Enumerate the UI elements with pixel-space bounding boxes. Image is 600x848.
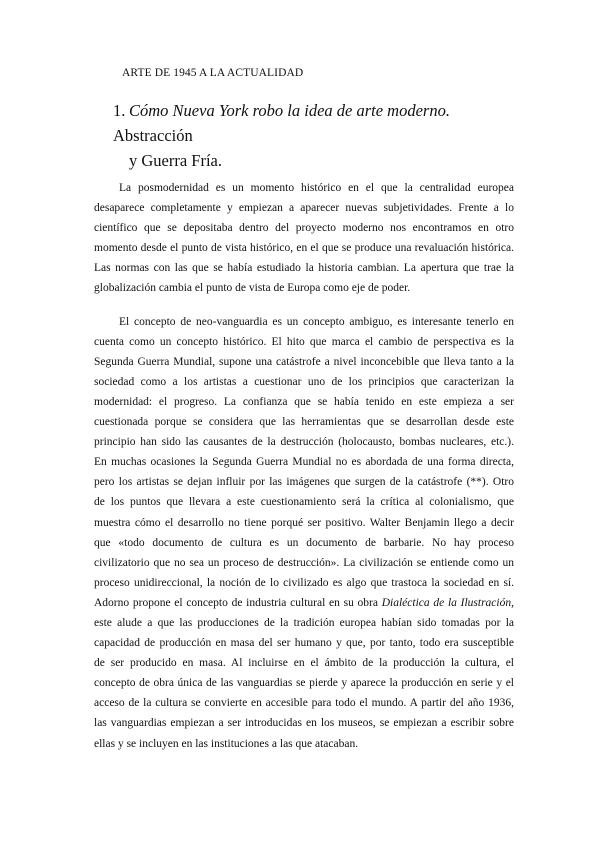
document-body — [94, 178, 514, 754]
paragraph-line: cuenta como un concepto histórico. El hito que marca el cambio de perspectiva es la — [94, 335, 514, 348]
paragraph-line: muestra cómo el desarrollo no tiene porqué ser positivo. Walter Benjamin llego a decir — [94, 516, 514, 529]
paragraph-line: las vanguardias empiezan a ser introducidas en los museos, se empiezan a escribir sobre — [94, 717, 514, 730]
paragraph-line: pero los artistas se dejan influir por las imágenes que surgen de la catástrofe (**). Otro — [94, 476, 514, 489]
book-title: Dialéctica de la Ilustración — [381, 596, 512, 609]
paragraph-line: que «todo documento de cultura es un documento de barbarie. No hay proceso — [94, 536, 514, 549]
paragraph-line: este alude a que las producciones de la tradición europea habían sido tomadas por la — [94, 616, 514, 629]
paragraph-line: civilizatorio que no sea un proceso de destrucción». La civilización se entiende como un — [94, 556, 514, 569]
paragraph-line-with-book-title — [94, 593, 514, 613]
paragraph-line: En muchas ocasiones la Segunda Guerra Mundial no es abordada de una forma directa, — [94, 456, 514, 469]
section-title-italic: Cómo Nueva York robo la idea de arte moderno. — [129, 101, 450, 120]
section-title — [113, 98, 513, 173]
paragraph-line: proceso unidireccional, la noción de lo civilizado es algo que trastoca la sociedad en sí. — [94, 576, 514, 589]
paragraph-line: capacidad de producción en masa del ser humano y que, por tanto, todo era susceptible — [94, 637, 514, 650]
paragraph-line: La posmodernidad es un momento histórico en el que la centralidad europea — [119, 182, 514, 194]
section-title-line2: y Guerra Fría. — [129, 151, 223, 170]
paragraph-line: concepto de obra única de las vanguardias se pierde y aparece la producción en serie y el — [94, 677, 514, 690]
paragraph-line: desaparece completamente y empiezan a aparecer nuevas subjetividades. Frente a lo — [94, 202, 514, 215]
paragraph-line: sociedad como a los artistas a cuestionar uno de los principios que caracterizan la — [94, 375, 514, 388]
paragraph-line: globalización cambia el punto de vista de Europa como eje de poder. — [94, 282, 411, 295]
paragraph-line: modernidad: el progreso. La confianza que se había tenido en este empieza a ser — [94, 395, 514, 408]
paragraph-punct: , — [511, 596, 514, 609]
paragraph-2 — [94, 312, 514, 754]
paragraph-line: El concepto de neo-vanguardia es un concepto ambiguo, es interesante tenerlo en — [119, 315, 514, 328]
paragraph-1 — [94, 178, 514, 299]
paragraph-line: acceso de la cultura se convierte en accesible para todo el mundo. A partir del año 1936, — [94, 697, 514, 710]
paragraph-line: ellas y se incluyen en las instituciones a las que atacaban. — [94, 737, 359, 750]
paragraph-line: de los puntos que llevara a este cuestionamiento será la crítica al colonialismo, que — [94, 496, 514, 509]
paragraph-line: Segunda Guerra Mundial, supone una catástrofe a nivel inconcebible que lleva tanto a la — [94, 355, 514, 368]
document-header: ARTE DE 1945 A LA ACTUALIDAD — [122, 67, 304, 79]
paragraph-line: científico que se depositaba dentro del proyecto moderno nos encontramos en otro — [94, 222, 514, 235]
section-title-rest: Abstracción — [113, 126, 193, 145]
paragraph-line: Las normas con las que se había estudiado la historia cambian. La apertura que trae la — [94, 262, 514, 275]
paragraph-line: de ser producido en masa. Al incluirse en el ámbito de la producción la cultura, el — [94, 657, 514, 670]
paragraph-line: principio han sido las causantes de la destrucción (holocausto, bombas nucleares, etc.). — [94, 436, 514, 449]
paragraph-line: momento desde el punto de vista histórico, en el que se produce una revaluación histórica. — [94, 242, 514, 255]
section-number: 1. — [113, 101, 126, 120]
paragraph-line: cuestionada porque se considera que las herramientas que se desarrollan desde este — [94, 416, 514, 429]
paragraph-text: Adorno propone el concepto de industria cultural en su obra — [94, 596, 382, 609]
